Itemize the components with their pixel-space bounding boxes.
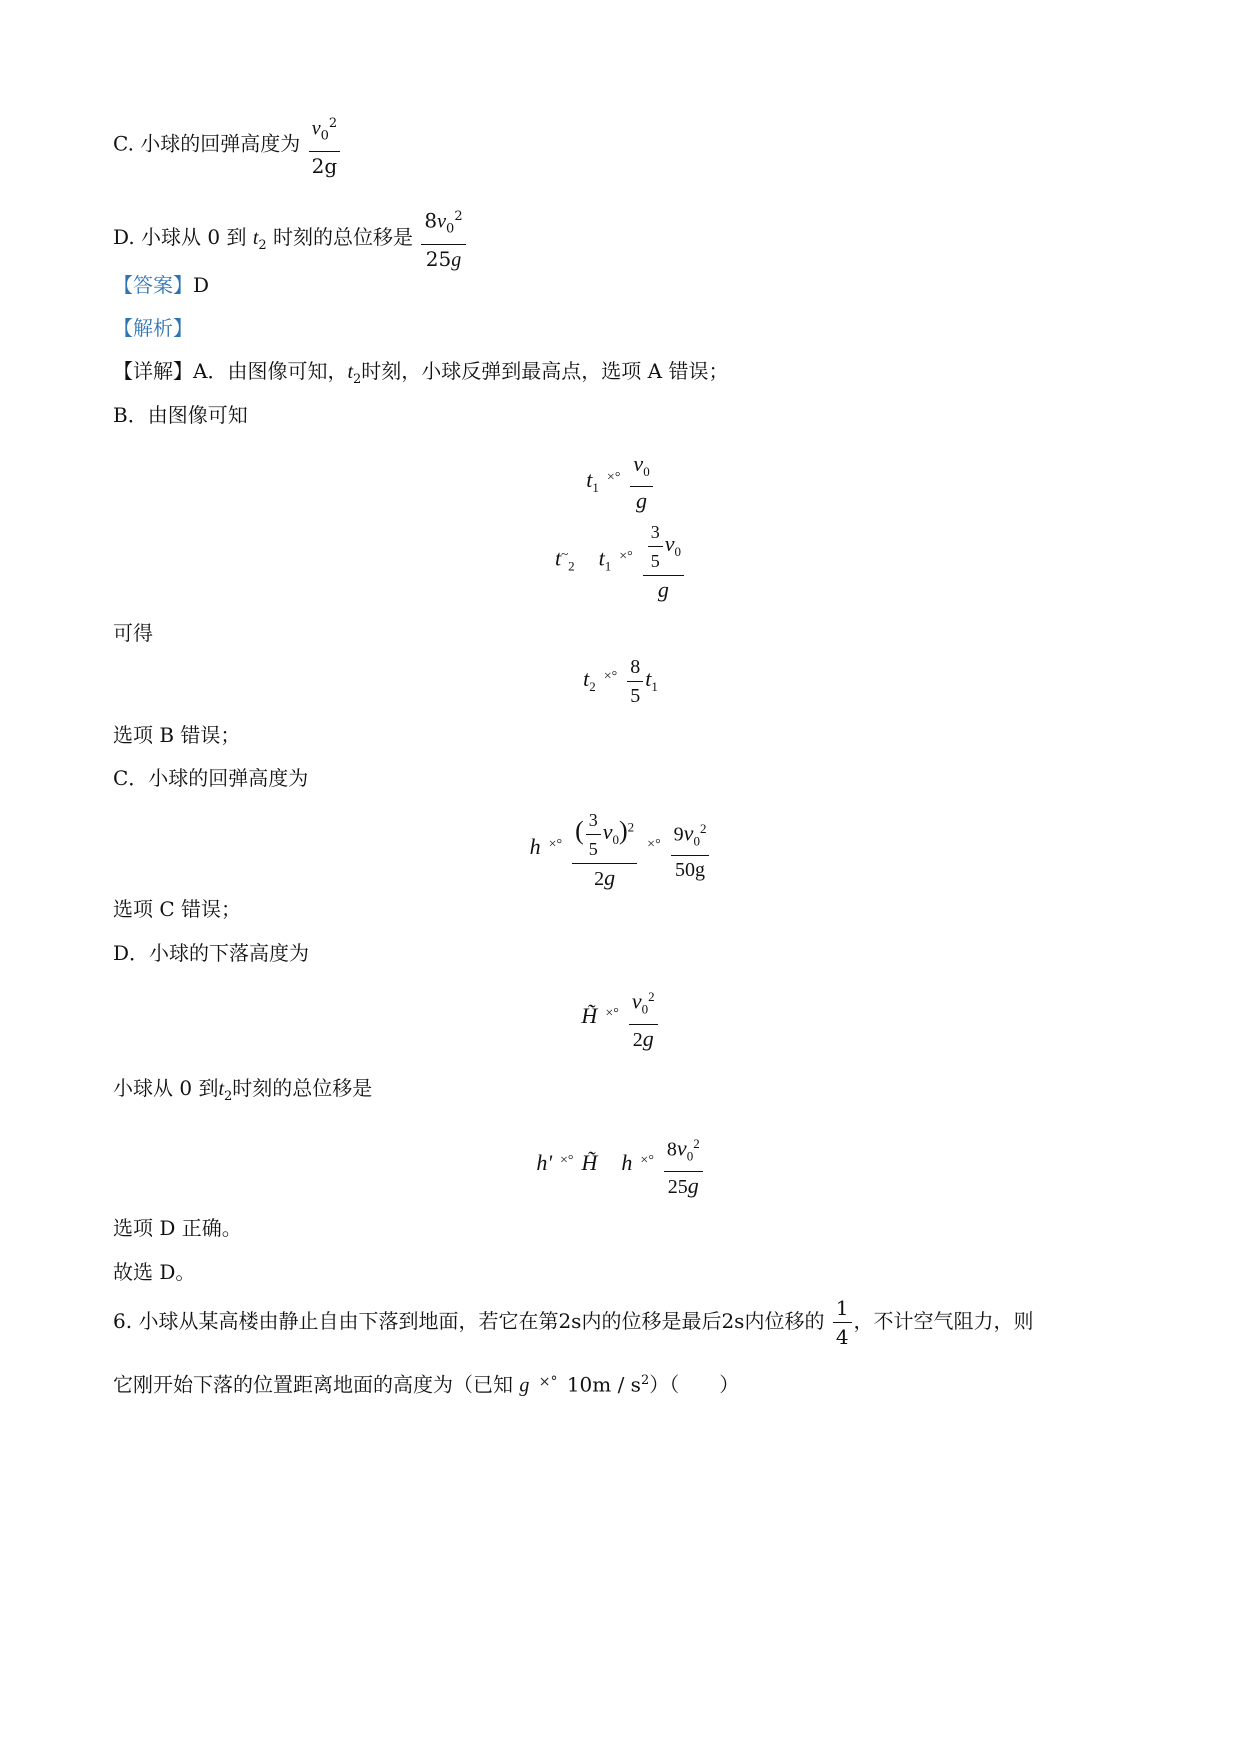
d-intro: D．小球的下落高度为 [113, 941, 310, 965]
d-correct: 选项 D 正确。 [113, 1216, 242, 1240]
question-6-line1: 6. 小球从某高楼由静止自由下落到地面，若它在第2s内的位移是最后2s内位移的 $\frac{1}{4}$ ，不计空气阻力，则 [113, 1296, 1034, 1349]
equation-t2: $t_2$ ×° $\frac{8}{5}$ $t_1$ [583, 656, 658, 707]
equation-t2-t1: $t^\sim_2$ $t_1$ ×° $\frac{3}{5}$ $v_0$ g [0, 520, 1241, 602]
b-wrong: 选项 B 错误； [113, 723, 241, 747]
ke-de: 可得 [113, 621, 153, 645]
question-6-line2: 它刚开始下落的位置距离地面的高度为（已知 g ×° $10m / s^2$）（ ） [113, 1372, 740, 1397]
answer-label: 【答案】 [113, 273, 193, 297]
detail-a: 【详解】A．由图像可知，$t_2$时刻，小球反弹到最高点，选项 A 错误； [113, 359, 729, 387]
answer-line [113, 272, 209, 298]
answer-value: D [193, 273, 210, 297]
equation-h: h ×° ( $\frac{3}{5}$ $v_0)^2$ 2g ×° $\frac{9v_0^2}{50g}$ [0, 808, 1241, 891]
b-intro: B．由图像可知 [113, 403, 248, 427]
c-intro: C．小球的回弹高度为 [113, 766, 309, 790]
fraction-v0sq-over-2g: $\frac{v_0^2}{2g}$ [309, 112, 341, 178]
d-total: 小球从 0 到$t_2$时刻的总位移是 [113, 1076, 373, 1104]
option-c [113, 112, 342, 178]
equation-t1: $t_1$ ×° $\frac{v_0}{g}$ [0, 452, 1241, 513]
c-wrong: 选项 C 错误； [113, 897, 242, 921]
choose: 故选 D。 [113, 1260, 196, 1284]
option-c-text: C. 小球的回弹高度为 [113, 131, 301, 156]
option-d: D. 小球从 0 到 $t_2$ 时刻的总位移是 $\frac{8v_0^2}{25g}$ [113, 205, 468, 272]
equation-H: H̃ ×° $\frac{v_0^2}{2g}$ [0, 985, 1241, 1052]
equation-total: h' ×° H̃ h ×° $\frac{8v_0^2}{25g}$ [0, 1132, 1241, 1199]
analysis-label: 【解析】 [113, 316, 193, 340]
fraction-8v0sq-over-25g: $\frac{8v_0^2}{25g}$ [421, 205, 465, 272]
